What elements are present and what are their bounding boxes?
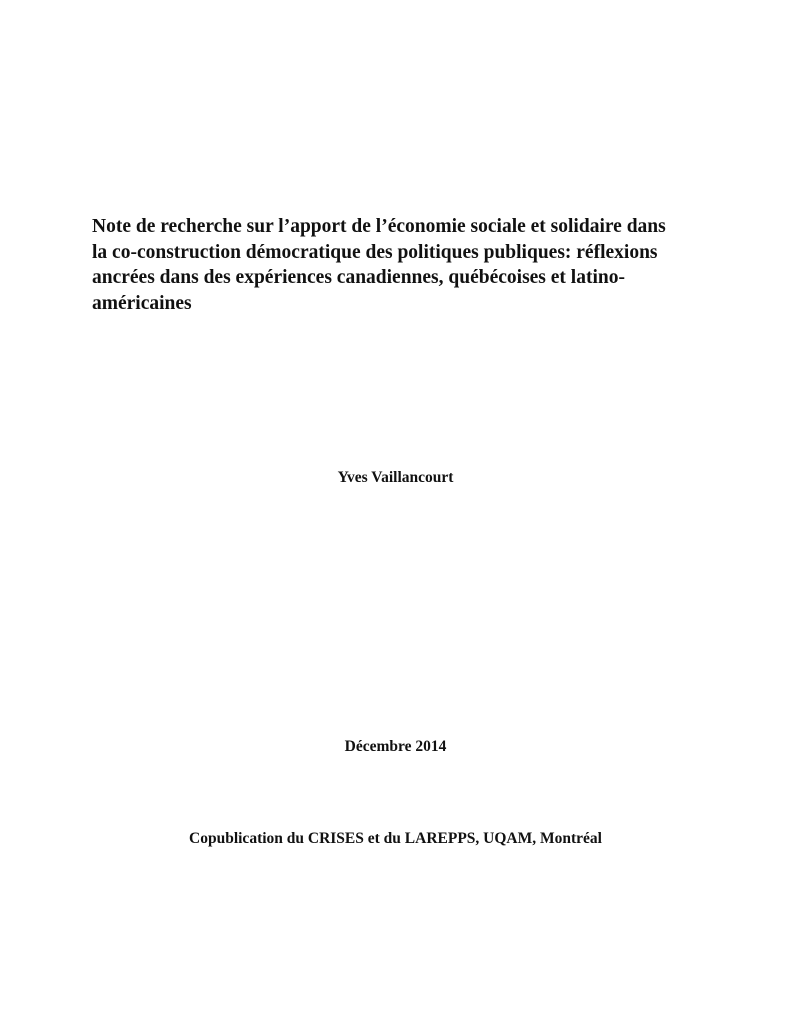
title-line-1: Note de recherche sur l’apport de l’économie sociale et solidaire dans <box>92 216 666 237</box>
publisher-line: Copublication du CRISES et du LAREPPS, UQAM, Montréal <box>189 830 602 847</box>
publication-date: Décembre 2014 <box>344 738 447 755</box>
title-line-2: la co-construction démocratique des politiques publiques: réflexions <box>92 241 658 263</box>
author-name: Yves Vaillancourt <box>337 469 454 486</box>
title-line-3: ancrées dans des expériences canadiennes, québécoises et latino- <box>92 267 625 288</box>
document-title <box>92 214 712 316</box>
title-line-4: américaines <box>92 292 192 314</box>
